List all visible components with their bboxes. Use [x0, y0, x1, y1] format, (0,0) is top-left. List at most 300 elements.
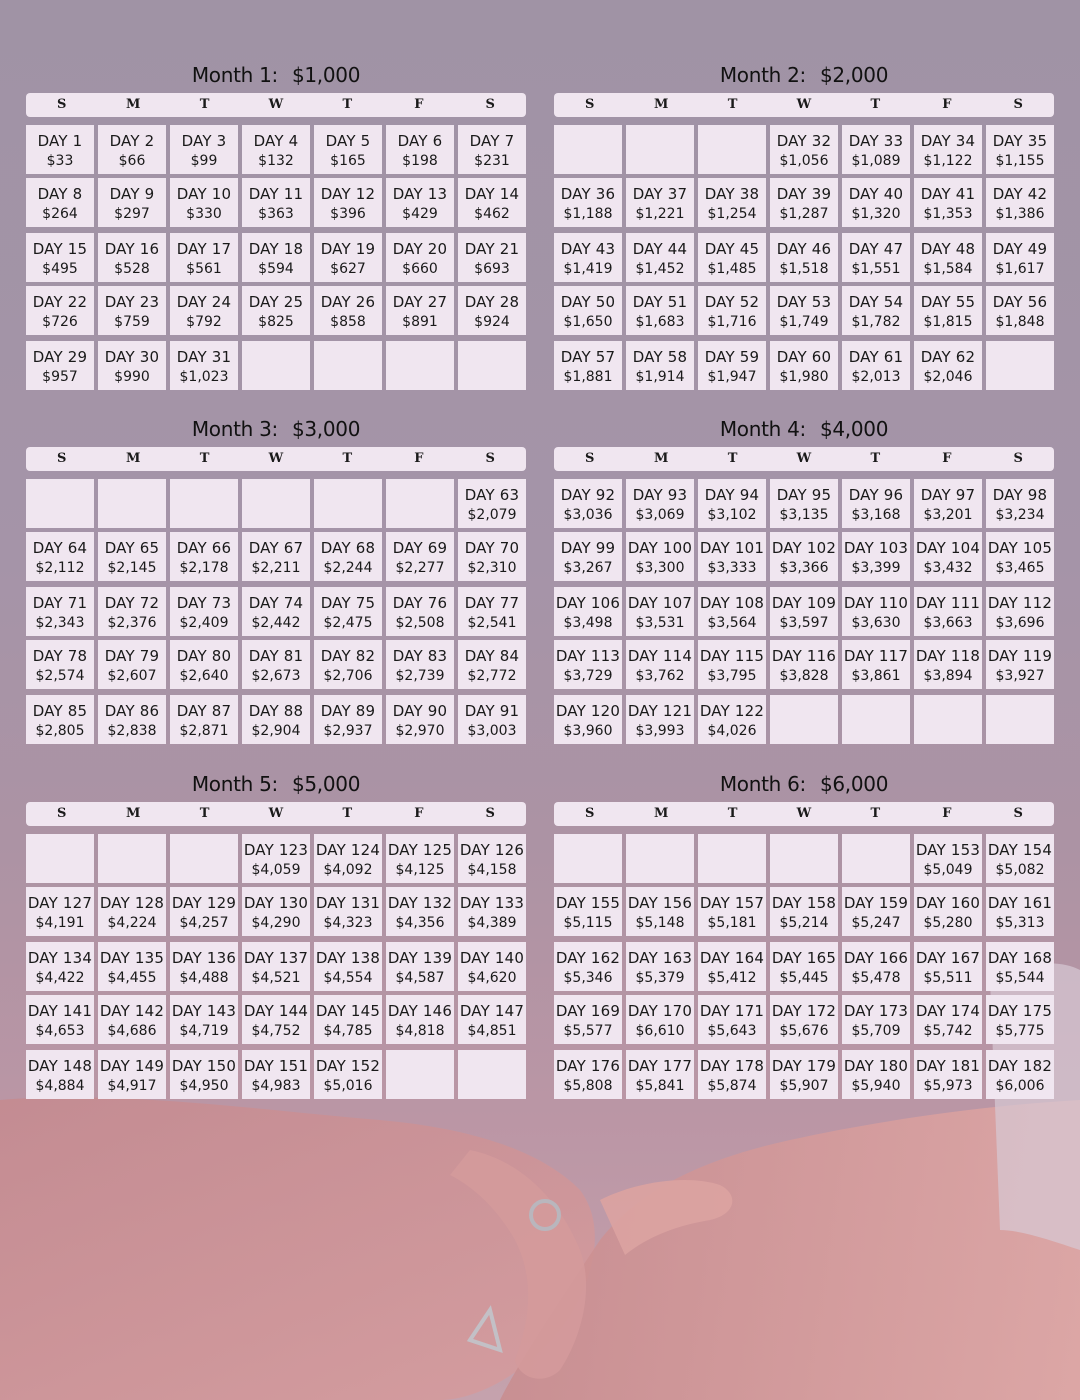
day-cell: [842, 995, 910, 1044]
day-amount: $4,257: [179, 915, 229, 931]
day-label: DAY 122: [699, 702, 765, 720]
day-amount: $1,287: [779, 206, 829, 222]
weekday-label: T: [870, 451, 881, 466]
day-cell: [458, 286, 526, 335]
day-cell: [698, 286, 766, 335]
day-label: DAY 63: [464, 486, 520, 504]
day-amount: $1,353: [923, 206, 973, 222]
day-label: DAY 177: [627, 1057, 693, 1075]
day-label: DAY 85: [32, 702, 88, 720]
empty-day-cell: [242, 479, 310, 528]
day-label: DAY 91: [464, 702, 520, 720]
day-label: DAY 112: [987, 594, 1053, 612]
day-label: DAY 2: [109, 132, 155, 150]
day-cell: [98, 1050, 166, 1099]
day-cell: [842, 479, 910, 528]
day-label: DAY 95: [776, 486, 832, 504]
day-label: DAY 163: [627, 949, 693, 967]
empty-day-cell: [26, 834, 94, 883]
day-label: DAY 102: [771, 539, 837, 557]
day-label: DAY 89: [320, 702, 376, 720]
day-label: DAY 143: [171, 1002, 237, 1020]
day-amount: $4,719: [179, 1023, 229, 1039]
day-label: DAY 146: [387, 1002, 453, 1020]
day-amount: $3,432: [923, 560, 973, 576]
day-cell: [554, 532, 622, 581]
empty-day-cell: [242, 341, 310, 390]
day-label: DAY 68: [320, 539, 376, 557]
day-label: DAY 44: [632, 240, 688, 258]
month-goal: $3,000: [291, 417, 361, 441]
day-label: DAY 88: [248, 702, 304, 720]
day-cell: [842, 532, 910, 581]
day-cell: [26, 887, 94, 936]
day-cell: [98, 233, 166, 282]
day-label: DAY 73: [176, 594, 232, 612]
day-label: DAY 120: [555, 702, 621, 720]
empty-day-cell: [554, 834, 622, 883]
day-cell: [986, 587, 1054, 636]
day-cell: [386, 887, 454, 936]
day-amount: $5,049: [923, 862, 973, 878]
day-amount: $4,521: [251, 970, 301, 986]
day-label: DAY 153: [915, 841, 981, 859]
weekday-label: F: [942, 806, 952, 821]
day-cell: [554, 695, 622, 744]
day-cell: [458, 125, 526, 174]
day-amount: $5,907: [779, 1078, 829, 1094]
month-label: Month 4:: [719, 417, 806, 441]
day-cell: [626, 479, 694, 528]
day-amount: $2,475: [323, 615, 373, 631]
day-label: DAY 169: [555, 1002, 621, 1020]
day-label: DAY 121: [627, 702, 693, 720]
day-amount: $2,343: [35, 615, 85, 631]
day-cell: [242, 587, 310, 636]
day-cell: [98, 532, 166, 581]
day-label: DAY 1: [37, 132, 83, 150]
day-cell: [770, 233, 838, 282]
day-label: DAY 157: [699, 894, 765, 912]
day-amount: $5,148: [635, 915, 685, 931]
day-label: DAY 54: [848, 293, 904, 311]
day-label: DAY 172: [771, 1002, 837, 1020]
day-amount: $4,752: [251, 1023, 301, 1039]
day-cell: [554, 942, 622, 991]
day-label: DAY 93: [632, 486, 688, 504]
month-label: Month 2:: [719, 63, 806, 87]
month-goal: $2,000: [819, 63, 889, 87]
day-cell: [698, 587, 766, 636]
weekday-label: M: [653, 451, 669, 466]
day-label: DAY 130: [243, 894, 309, 912]
day-cell: [314, 587, 382, 636]
day-label: DAY 166: [843, 949, 909, 967]
day-label: DAY 78: [32, 647, 88, 665]
month-title: [554, 769, 1054, 799]
day-label: DAY 99: [560, 539, 616, 557]
day-cell: [458, 695, 526, 744]
day-amount: $429: [402, 206, 438, 222]
day-label: DAY 55: [920, 293, 976, 311]
day-amount: $2,145: [107, 560, 157, 576]
weekday-header: [26, 447, 526, 471]
day-cell: [314, 233, 382, 282]
day-amount: $5,115: [563, 915, 613, 931]
day-label: DAY 181: [915, 1057, 981, 1075]
day-amount: $1,617: [995, 261, 1045, 277]
day-amount: $2,970: [395, 723, 445, 739]
day-label: DAY 127: [27, 894, 93, 912]
day-amount: $3,630: [851, 615, 901, 631]
day-label: DAY 66: [176, 539, 232, 557]
day-cell: [554, 341, 622, 390]
weekday-label: M: [653, 806, 669, 821]
empty-day-cell: [386, 1050, 454, 1099]
day-cell: [314, 286, 382, 335]
day-label: DAY 136: [171, 949, 237, 967]
day-cell: [170, 178, 238, 227]
day-amount: $2,310: [467, 560, 517, 576]
day-amount: $3,333: [707, 560, 757, 576]
day-label: DAY 168: [987, 949, 1053, 967]
day-cell: [554, 178, 622, 227]
day-label: DAY 58: [632, 348, 688, 366]
day-label: DAY 156: [627, 894, 693, 912]
day-label: DAY 96: [848, 486, 904, 504]
weekday-label: M: [125, 806, 141, 821]
day-amount: $3,234: [995, 507, 1045, 523]
day-cell: [914, 233, 982, 282]
day-cell: [458, 178, 526, 227]
day-cell: [698, 1050, 766, 1099]
day-cell: [986, 1050, 1054, 1099]
day-label: DAY 134: [27, 949, 93, 967]
day-label: DAY 12: [320, 185, 376, 203]
day-label: DAY 51: [632, 293, 688, 311]
day-label: DAY 67: [248, 539, 304, 557]
day-cell: [698, 887, 766, 936]
day-amount: $2,178: [179, 560, 229, 576]
day-label: DAY 32: [776, 132, 832, 150]
day-label: DAY 21: [464, 240, 520, 258]
day-amount: $5,841: [635, 1078, 685, 1094]
day-amount: $4,224: [107, 915, 157, 931]
day-label: DAY 150: [171, 1057, 237, 1075]
day-cell: [458, 479, 526, 528]
day-cell: [98, 887, 166, 936]
day-label: DAY 53: [776, 293, 832, 311]
day-amount: $1,518: [779, 261, 829, 277]
day-cell: [986, 286, 1054, 335]
day-amount: $1,419: [563, 261, 613, 277]
day-amount: $5,313: [995, 915, 1045, 931]
day-cell: [314, 1050, 382, 1099]
empty-day-cell: [98, 834, 166, 883]
day-amount: $2,937: [323, 723, 373, 739]
empty-day-cell: [842, 695, 910, 744]
day-label: DAY 175: [987, 1002, 1053, 1020]
day-label: DAY 171: [699, 1002, 765, 1020]
empty-day-cell: [914, 695, 982, 744]
day-amount: $3,894: [923, 668, 973, 684]
day-cell: [770, 887, 838, 936]
day-amount: $2,607: [107, 668, 157, 684]
weekday-label: W: [268, 806, 284, 821]
day-amount: $3,762: [635, 668, 685, 684]
day-amount: $594: [258, 261, 294, 277]
day-label: DAY 128: [99, 894, 165, 912]
day-amount: $1,947: [707, 369, 757, 385]
weekday-label: S: [585, 806, 595, 821]
weekday-label: M: [125, 451, 141, 466]
day-label: DAY 131: [315, 894, 381, 912]
day-cell: [386, 695, 454, 744]
day-cell: [386, 587, 454, 636]
day-label: DAY 179: [771, 1057, 837, 1075]
day-cell: [242, 286, 310, 335]
day-label: DAY 10: [176, 185, 232, 203]
month-title: [26, 60, 526, 90]
day-amount: $2,673: [251, 668, 301, 684]
weekday-label: T: [342, 806, 353, 821]
weekday-label: W: [796, 451, 812, 466]
day-label: DAY 23: [104, 293, 160, 311]
weekday-label: F: [942, 451, 952, 466]
day-label: DAY 25: [248, 293, 304, 311]
day-cell: [626, 942, 694, 991]
day-cell: [842, 286, 910, 335]
day-label: DAY 104: [915, 539, 981, 557]
day-cell: [98, 995, 166, 1044]
empty-day-cell: [626, 834, 694, 883]
day-amount: $4,422: [35, 970, 85, 986]
day-cell: [986, 125, 1054, 174]
day-amount: $6,006: [995, 1078, 1045, 1094]
day-amount: $5,016: [323, 1078, 373, 1094]
day-amount: $858: [330, 314, 366, 330]
day-amount: $660: [402, 261, 438, 277]
day-cell: [458, 233, 526, 282]
day-amount: $5,940: [851, 1078, 901, 1094]
day-label: DAY 97: [920, 486, 976, 504]
day-label: DAY 144: [243, 1002, 309, 1020]
day-cell: [170, 942, 238, 991]
day-amount: $3,300: [635, 560, 685, 576]
day-label: DAY 145: [315, 1002, 381, 1020]
day-label: DAY 151: [243, 1057, 309, 1075]
day-label: DAY 52: [704, 293, 760, 311]
day-amount: $231: [474, 153, 510, 169]
day-cell: [386, 532, 454, 581]
day-amount: $4,455: [107, 970, 157, 986]
day-label: DAY 9: [109, 185, 155, 203]
day-amount: $528: [114, 261, 150, 277]
weekday-label: W: [268, 97, 284, 112]
day-amount: $3,828: [779, 668, 829, 684]
month-title: [554, 414, 1054, 444]
day-amount: $3,729: [563, 668, 613, 684]
day-amount: $3,036: [563, 507, 613, 523]
day-cell: [914, 479, 982, 528]
day-label: DAY 105: [987, 539, 1053, 557]
day-cell: [986, 995, 1054, 1044]
day-label: DAY 81: [248, 647, 304, 665]
day-amount: $5,973: [923, 1078, 973, 1094]
day-cell: [314, 995, 382, 1044]
day-label: DAY 48: [920, 240, 976, 258]
day-amount: $4,125: [395, 862, 445, 878]
empty-day-cell: [698, 834, 766, 883]
day-amount: $5,478: [851, 970, 901, 986]
day-amount: $5,412: [707, 970, 757, 986]
day-amount: $5,280: [923, 915, 973, 931]
day-amount: $2,640: [179, 668, 229, 684]
weekday-label: S: [57, 806, 67, 821]
day-amount: $1,254: [707, 206, 757, 222]
day-cell: [98, 341, 166, 390]
day-amount: $495: [42, 261, 78, 277]
day-cell: [26, 695, 94, 744]
day-cell: [170, 125, 238, 174]
day-label: DAY 111: [915, 594, 981, 612]
day-cell: [698, 233, 766, 282]
day-label: DAY 94: [704, 486, 760, 504]
day-amount: $2,805: [35, 723, 85, 739]
day-label: DAY 126: [459, 841, 525, 859]
day-cell: [698, 479, 766, 528]
day-cell: [770, 479, 838, 528]
weekday-label: S: [485, 451, 495, 466]
day-amount: $4,488: [179, 970, 229, 986]
weekday-header: [554, 447, 1054, 471]
month-label: Month 5:: [191, 772, 278, 796]
day-amount: $1,848: [995, 314, 1045, 330]
day-amount: $2,277: [395, 560, 445, 576]
day-amount: $3,498: [563, 615, 613, 631]
day-label: DAY 27: [392, 293, 448, 311]
day-cell: [914, 834, 982, 883]
day-amount: $1,089: [851, 153, 901, 169]
day-amount: $825: [258, 314, 294, 330]
weekday-label: T: [199, 451, 210, 466]
day-amount: $2,013: [851, 369, 901, 385]
day-amount: $4,356: [395, 915, 445, 931]
empty-day-cell: [314, 479, 382, 528]
day-amount: $2,376: [107, 615, 157, 631]
day-cell: [698, 640, 766, 689]
day-label: DAY 14: [464, 185, 520, 203]
day-cell: [170, 1050, 238, 1099]
day-label: DAY 160: [915, 894, 981, 912]
day-amount: $4,851: [467, 1023, 517, 1039]
weekday-label: F: [414, 97, 424, 112]
day-amount: $5,544: [995, 970, 1045, 986]
day-cell: [770, 341, 838, 390]
day-cell: [26, 286, 94, 335]
weekday-label: T: [342, 451, 353, 466]
month-label: Month 1:: [191, 63, 278, 87]
empty-day-cell: [986, 341, 1054, 390]
day-amount: $4,191: [35, 915, 85, 931]
day-label: DAY 26: [320, 293, 376, 311]
day-amount: $4,389: [467, 915, 517, 931]
day-cell: [986, 834, 1054, 883]
day-amount: $2,541: [467, 615, 517, 631]
day-amount: $1,452: [635, 261, 685, 277]
day-label: DAY 28: [464, 293, 520, 311]
day-amount: $5,445: [779, 970, 829, 986]
day-cell: [458, 587, 526, 636]
day-amount: $363: [258, 206, 294, 222]
day-label: DAY 164: [699, 949, 765, 967]
weekday-label: S: [57, 97, 67, 112]
day-label: DAY 38: [704, 185, 760, 203]
day-label: DAY 114: [627, 647, 693, 665]
day-label: DAY 161: [987, 894, 1053, 912]
day-amount: $5,577: [563, 1023, 613, 1039]
day-amount: $5,511: [923, 970, 973, 986]
day-cell: [626, 341, 694, 390]
day-cell: [842, 341, 910, 390]
day-cell: [698, 695, 766, 744]
day-label: DAY 16: [104, 240, 160, 258]
day-cell: [698, 178, 766, 227]
empty-day-cell: [314, 341, 382, 390]
day-label: DAY 139: [387, 949, 453, 967]
day-label: DAY 140: [459, 949, 525, 967]
day-cell: [314, 834, 382, 883]
day-cell: [314, 125, 382, 174]
day-cell: [242, 233, 310, 282]
day-amount: $396: [330, 206, 366, 222]
day-cell: [770, 125, 838, 174]
day-amount: $3,168: [851, 507, 901, 523]
day-amount: $3,267: [563, 560, 613, 576]
day-amount: $1,551: [851, 261, 901, 277]
day-label: DAY 92: [560, 486, 616, 504]
day-amount: $4,059: [251, 862, 301, 878]
day-label: DAY 117: [843, 647, 909, 665]
day-cell: [842, 125, 910, 174]
day-label: DAY 162: [555, 949, 621, 967]
day-label: DAY 13: [392, 185, 448, 203]
day-label: DAY 142: [99, 1002, 165, 1020]
day-label: DAY 148: [27, 1057, 93, 1075]
day-label: DAY 59: [704, 348, 760, 366]
day-amount: $2,079: [467, 507, 517, 523]
day-cell: [26, 532, 94, 581]
day-cell: [626, 587, 694, 636]
day-amount: $1,122: [923, 153, 973, 169]
day-cell: [698, 995, 766, 1044]
day-amount: $1,584: [923, 261, 973, 277]
weekday-label: S: [1013, 451, 1023, 466]
day-label: DAY 98: [992, 486, 1048, 504]
day-label: DAY 101: [699, 539, 765, 557]
day-amount: $3,531: [635, 615, 685, 631]
day-label: DAY 50: [560, 293, 616, 311]
day-amount: $4,290: [251, 915, 301, 931]
day-label: DAY 178: [699, 1057, 765, 1075]
day-label: DAY 6: [397, 132, 443, 150]
day-amount: $924: [474, 314, 510, 330]
day-cell: [26, 942, 94, 991]
month-goal: $1,000: [291, 63, 361, 87]
day-cell: [98, 640, 166, 689]
day-label: DAY 4: [253, 132, 299, 150]
day-amount: $1,881: [563, 369, 613, 385]
